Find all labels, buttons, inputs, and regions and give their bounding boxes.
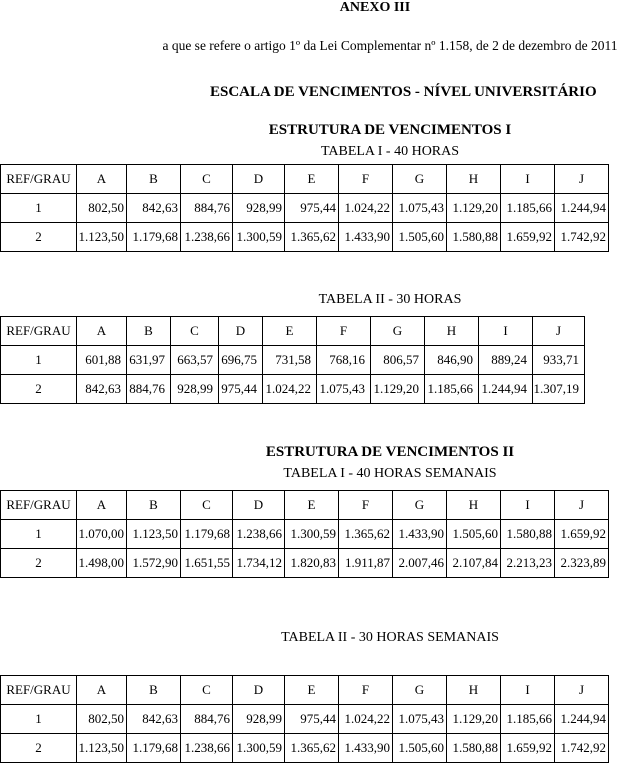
table-row	[1, 549, 609, 578]
column-header: C	[181, 676, 233, 705]
salary-cell: 1.238,66	[181, 734, 233, 763]
salary-cell: 933,71	[533, 346, 585, 375]
salary-cell: 884,76	[181, 705, 233, 734]
column-header: I	[501, 676, 555, 705]
column-header: F	[339, 676, 393, 705]
salary-cell: 1.300,59	[233, 223, 285, 252]
column-header: B	[127, 676, 181, 705]
salary-cell: 1.075,43	[317, 375, 371, 404]
salary-cell: 806,57	[371, 346, 425, 375]
salary-cell: 1.659,92	[555, 520, 609, 549]
column-header: D	[233, 491, 285, 520]
salary-cell: 1.365,62	[285, 223, 339, 252]
column-header: B	[127, 317, 171, 346]
table-row	[1, 375, 585, 404]
salary-cell: 1.123,50	[127, 520, 181, 549]
salary-cell: 1.024,22	[263, 375, 317, 404]
column-header: B	[127, 165, 181, 194]
column-header-ref-grau: REF/GRAU	[1, 165, 77, 194]
salary-cell: 1.070,00	[77, 520, 127, 549]
table-row	[1, 346, 585, 375]
salary-cell: 1.433,90	[339, 734, 393, 763]
column-header: J	[533, 317, 585, 346]
column-header: A	[77, 676, 127, 705]
salary-cell: 928,99	[233, 194, 285, 223]
column-header: D	[233, 676, 285, 705]
row-ref-cell: 1	[1, 346, 77, 375]
salary-cell: 842,63	[127, 194, 181, 223]
row-ref-cell: 2	[1, 223, 77, 252]
salary-cell: 884,76	[181, 194, 233, 223]
salary-cell: 1.742,92	[555, 223, 609, 252]
salary-cell: 768,16	[317, 346, 371, 375]
salary-cell: 889,24	[479, 346, 533, 375]
column-header: G	[371, 317, 425, 346]
column-header: C	[181, 491, 233, 520]
salary-cell: 1.505,60	[393, 223, 447, 252]
column-header-ref-grau: REF/GRAU	[1, 676, 77, 705]
salary-cell: 802,50	[77, 194, 127, 223]
column-header: G	[393, 165, 447, 194]
salary-cell: 1.307,19	[533, 375, 585, 404]
salary-cell: 1.742,92	[555, 734, 609, 763]
column-header: J	[555, 165, 609, 194]
table-header-row	[1, 165, 609, 194]
salary-cell: 1.244,94	[479, 375, 533, 404]
salary-cell: 696,75	[219, 346, 263, 375]
salary-cell: 1.185,66	[501, 194, 555, 223]
salary-cell: 802,50	[77, 705, 127, 734]
column-header: J	[555, 676, 609, 705]
column-header: F	[339, 491, 393, 520]
column-header-ref-grau: REF/GRAU	[1, 317, 77, 346]
salary-cell: 663,57	[171, 346, 219, 375]
table-header-row	[1, 317, 585, 346]
table-row	[1, 734, 609, 763]
row-ref-cell: 1	[1, 705, 77, 734]
salary-cell: 631,97	[127, 346, 171, 375]
column-header: H	[425, 317, 479, 346]
column-header: C	[181, 165, 233, 194]
column-header: H	[447, 676, 501, 705]
salary-cell: 842,63	[127, 705, 181, 734]
salary-cell: 846,90	[425, 346, 479, 375]
salary-cell: 1.365,62	[285, 734, 339, 763]
salary-cell: 601,88	[77, 346, 127, 375]
column-header: E	[285, 165, 339, 194]
row-ref-cell: 1	[1, 194, 77, 223]
row-ref-cell: 1	[1, 520, 77, 549]
salary-cell: 975,44	[285, 705, 339, 734]
salary-cell: 1.123,50	[77, 734, 127, 763]
column-header: G	[393, 676, 447, 705]
salary-cell: 1.580,88	[501, 520, 555, 549]
salary-cell: 1.179,68	[127, 223, 181, 252]
column-header: H	[447, 165, 501, 194]
salary-cell: 1.300,59	[233, 734, 285, 763]
salary-cell: 884,76	[127, 375, 171, 404]
column-header: D	[233, 165, 285, 194]
salary-cell: 1.659,92	[501, 223, 555, 252]
salary-cell: 1.244,94	[555, 705, 609, 734]
salary-cell: 1.123,50	[77, 223, 127, 252]
column-header: H	[447, 491, 501, 520]
salary-cell: 1.075,43	[393, 194, 447, 223]
salary-cell: 1.129,20	[371, 375, 425, 404]
salary-table-i-30h	[0, 316, 585, 404]
salary-cell: 1.244,94	[555, 194, 609, 223]
salary-cell: 975,44	[285, 194, 339, 223]
salary-cell: 928,99	[233, 705, 285, 734]
column-header: G	[393, 491, 447, 520]
table-title-i-40h: TABELA I - 40 HORAS	[320, 144, 460, 159]
column-header: I	[479, 317, 533, 346]
salary-cell: 1.238,66	[181, 223, 233, 252]
column-header: A	[77, 165, 127, 194]
scale-title: ESCALA DE VENCIMENTOS - NÍVEL UNIVERSITÁRIO	[210, 84, 597, 100]
table-title-i-30h: TABELA II - 30 HORAS	[318, 292, 462, 307]
column-header: E	[285, 491, 339, 520]
table-header-row	[1, 676, 609, 705]
column-header: C	[171, 317, 219, 346]
salary-table-ii-30h	[0, 675, 609, 763]
salary-cell: 1.129,20	[447, 194, 501, 223]
row-ref-cell: 2	[1, 375, 77, 404]
salary-cell: 928,99	[171, 375, 219, 404]
column-header: E	[285, 676, 339, 705]
salary-cell: 1.129,20	[447, 705, 501, 734]
salary-cell: 1.024,22	[339, 705, 393, 734]
salary-cell: 1.659,92	[501, 734, 555, 763]
annex-title: ANEXO III	[339, 0, 411, 15]
salary-cell: 2.213,23	[501, 549, 555, 578]
column-header: J	[555, 491, 609, 520]
salary-cell: 1.179,68	[127, 734, 181, 763]
salary-cell: 731,58	[263, 346, 317, 375]
salary-cell: 1.433,90	[339, 223, 393, 252]
structure-title-ii: ESTRUTURA DE VENCIMENTOS II	[265, 444, 515, 460]
column-header: D	[219, 317, 263, 346]
salary-cell: 1.580,88	[447, 734, 501, 763]
salary-cell: 2.323,89	[555, 549, 609, 578]
salary-cell: 1.572,90	[127, 549, 181, 578]
column-header: I	[501, 165, 555, 194]
row-ref-cell: 2	[1, 549, 77, 578]
salary-cell: 1.238,66	[233, 520, 285, 549]
salary-cell: 975,44	[219, 375, 263, 404]
salary-cell: 1.024,22	[339, 194, 393, 223]
salary-cell: 1.300,59	[285, 520, 339, 549]
column-header: I	[501, 491, 555, 520]
document-subtitle: a que se refere o artigo 1º da Lei Complementar nº 1.158, de 2 de dezembro de 2011	[162, 38, 618, 53]
row-ref-cell: 2	[1, 734, 77, 763]
column-header: E	[263, 317, 317, 346]
table-row	[1, 705, 609, 734]
column-header: A	[77, 317, 127, 346]
table-row	[1, 194, 609, 223]
column-header-ref-grau: REF/GRAU	[1, 491, 77, 520]
salary-cell: 2.107,84	[447, 549, 501, 578]
column-header: B	[127, 491, 181, 520]
table-title-ii-40h: TABELA I - 40 HORAS SEMANAIS	[283, 466, 497, 481]
salary-cell: 2.007,46	[393, 549, 447, 578]
salary-table-i-40h	[0, 164, 609, 252]
salary-cell: 1.498,00	[77, 549, 127, 578]
table-header-row	[1, 491, 609, 520]
salary-table-ii-40h	[0, 490, 609, 578]
table-row	[1, 520, 609, 549]
salary-cell: 1.185,66	[501, 705, 555, 734]
salary-cell: 1.734,12	[233, 549, 285, 578]
salary-cell: 1.075,43	[393, 705, 447, 734]
salary-cell: 1.179,68	[181, 520, 233, 549]
salary-cell: 1.365,62	[339, 520, 393, 549]
column-header: A	[77, 491, 127, 520]
table-title-ii-30h: TABELA II - 30 HORAS SEMANAIS	[281, 630, 499, 645]
table-row	[1, 223, 609, 252]
salary-cell: 1.505,60	[447, 520, 501, 549]
salary-cell: 1.911,87	[339, 549, 393, 578]
salary-cell: 1.651,55	[181, 549, 233, 578]
salary-cell: 1.185,66	[425, 375, 479, 404]
salary-cell: 842,63	[77, 375, 127, 404]
salary-cell: 1.433,90	[393, 520, 447, 549]
column-header: F	[339, 165, 393, 194]
salary-cell: 1.580,88	[447, 223, 501, 252]
salary-cell: 1.820,83	[285, 549, 339, 578]
column-header: F	[317, 317, 371, 346]
structure-title-i: ESTRUTURA DE VENCIMENTOS I	[268, 122, 512, 138]
salary-cell: 1.505,60	[393, 734, 447, 763]
